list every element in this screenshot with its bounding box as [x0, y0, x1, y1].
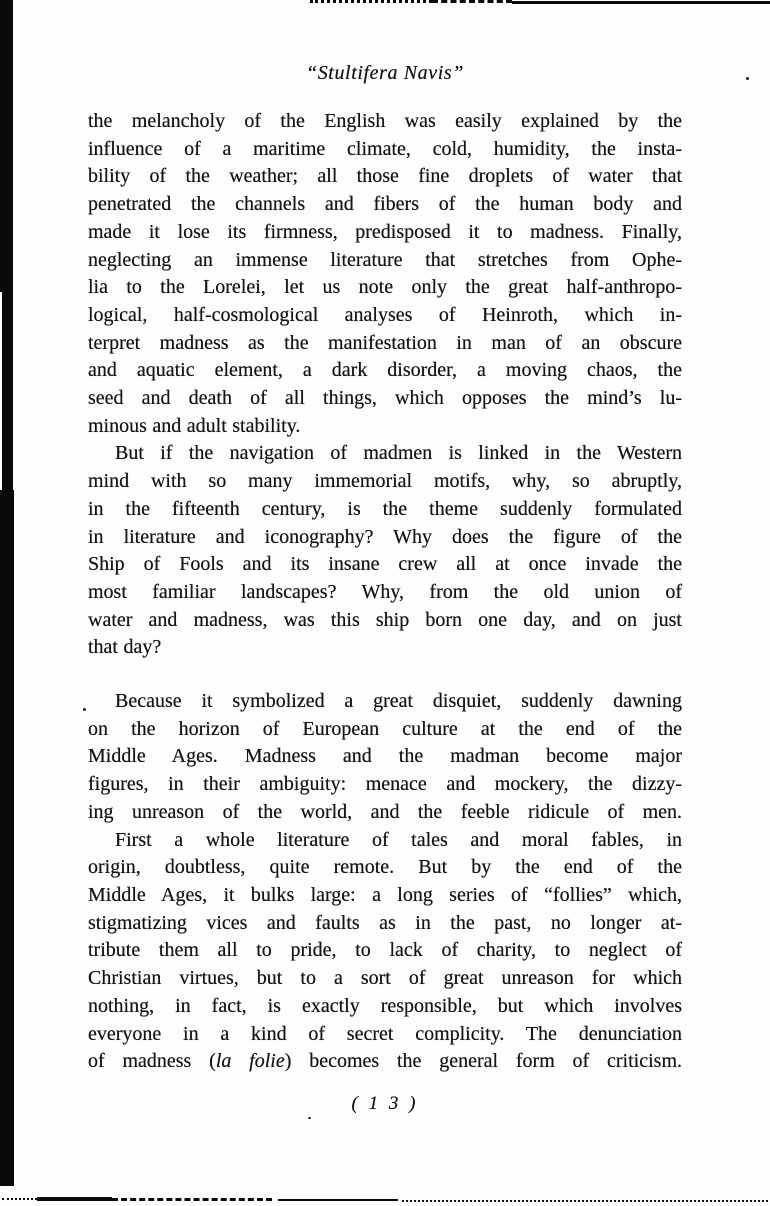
scan-bottom-rule-solid [278, 1199, 398, 1201]
text-line: terpret madness as the manifestation in man of an obscure [88, 331, 682, 354]
text-line: ing unreason of the world, and the feeble ridicule of men. [88, 800, 682, 823]
text-line: Because it symbolized a great disquiet, suddenly dawning [115, 690, 682, 713]
paragraph [88, 440, 682, 662]
text-line: on the horizon of European culture at the end of the [88, 717, 682, 740]
text-line: origin, doubtless, quite remote. But by the end of the [88, 856, 682, 879]
scan-top-rule-solid [512, 1, 770, 4]
text-line: logical, half-cosmological analyses of Heinroth, which in- [88, 303, 682, 326]
text-line: influence of a maritime climate, cold, humidity, the insta- [88, 137, 682, 160]
page-content [88, 62, 682, 1115]
scan-speck [83, 708, 86, 711]
text-line: neglecting an immense literature that stretches from Ophe- [88, 248, 682, 271]
scan-gutter-bar [0, 490, 14, 1186]
paragraph [88, 827, 682, 1076]
text-line: nothing, in fact, is exactly responsible, but which involves [88, 994, 682, 1017]
scan-bottom-rule-solid [37, 1197, 112, 1201]
text-line: of madness (la folie) becomes the general form of criticism. [88, 1050, 682, 1073]
scan-speck [746, 77, 749, 80]
text-line: that day? [88, 636, 162, 659]
scan-top-rule-dashed [432, 0, 512, 3]
scan-top-rule-dotted [310, 0, 432, 3]
text-line: minous and adult stability. [88, 414, 301, 437]
text-line: Middle Ages, it bulks large: a long series of “follies” which, [88, 883, 682, 906]
text-line: bility of the weather; all those fine droplets of water that [88, 165, 682, 188]
running-head-chapter-title: “Stultifera Navis” [305, 62, 465, 84]
scan-gutter-bar [2, 292, 13, 490]
page-number: ( 1 3 ) [351, 1092, 419, 1114]
text-line: the melancholy of the English was easily explained by the [88, 110, 682, 132]
text-line: Ship of Fools and its insane crew all at once invade the [88, 553, 682, 576]
text-line: water and madness, was this ship born one day, and on just [88, 608, 682, 631]
text-line: seed and death of all things, which opposes the mind’s lu- [88, 387, 682, 410]
scan-speck [308, 1117, 311, 1119]
text-line: First a whole literature of tales and moral fables, in [115, 828, 682, 851]
scan-bottom-rule-dotted [402, 1200, 768, 1202]
scan-bottom-rule-dashed [112, 1198, 272, 1201]
text-line: stigmatizing vices and faults as in the past, no longer at- [88, 911, 682, 934]
text-line: lia to the Lorelei, let us note only the great half-anthropo- [88, 276, 682, 299]
text-line: most familiar landscapes? Why, from the old union of [88, 580, 682, 603]
text-line: mind with so many immemorial motifs, why, so abruptly, [88, 470, 682, 493]
scan-bottom-rule-dotted [2, 1198, 37, 1200]
text-line: made it lose its firmness, predisposed it to madness. Finally, [88, 220, 682, 243]
text-line: figures, in their ambiguity: menace and mockery, the dizzy- [88, 773, 682, 796]
body-text [88, 108, 682, 1076]
scan-gutter-bar [0, 0, 13, 292]
paragraph [88, 688, 682, 827]
text-line: in the fifteenth century, is the theme suddenly formulated [88, 497, 682, 520]
text-line: everyone in a kind of secret complicity. The denunciation [88, 1022, 682, 1045]
text-line: in literature and iconography? Why does the figure of the [88, 525, 682, 548]
text-line: Christian virtues, but to a sort of great unreason for which [88, 967, 682, 990]
text-line: penetrated the channels and fibers of the human body and [88, 193, 682, 216]
text-line: Middle Ages. Madness and the madman become major [88, 745, 682, 768]
text-line: tribute them all to pride, to lack of charity, to neglect of [88, 939, 682, 962]
paragraph [88, 108, 682, 440]
text-line: But if the navigation of madmen is linked in the Western [115, 442, 682, 465]
text-line: and aquatic element, a dark disorder, a moving chaos, the [88, 359, 682, 382]
